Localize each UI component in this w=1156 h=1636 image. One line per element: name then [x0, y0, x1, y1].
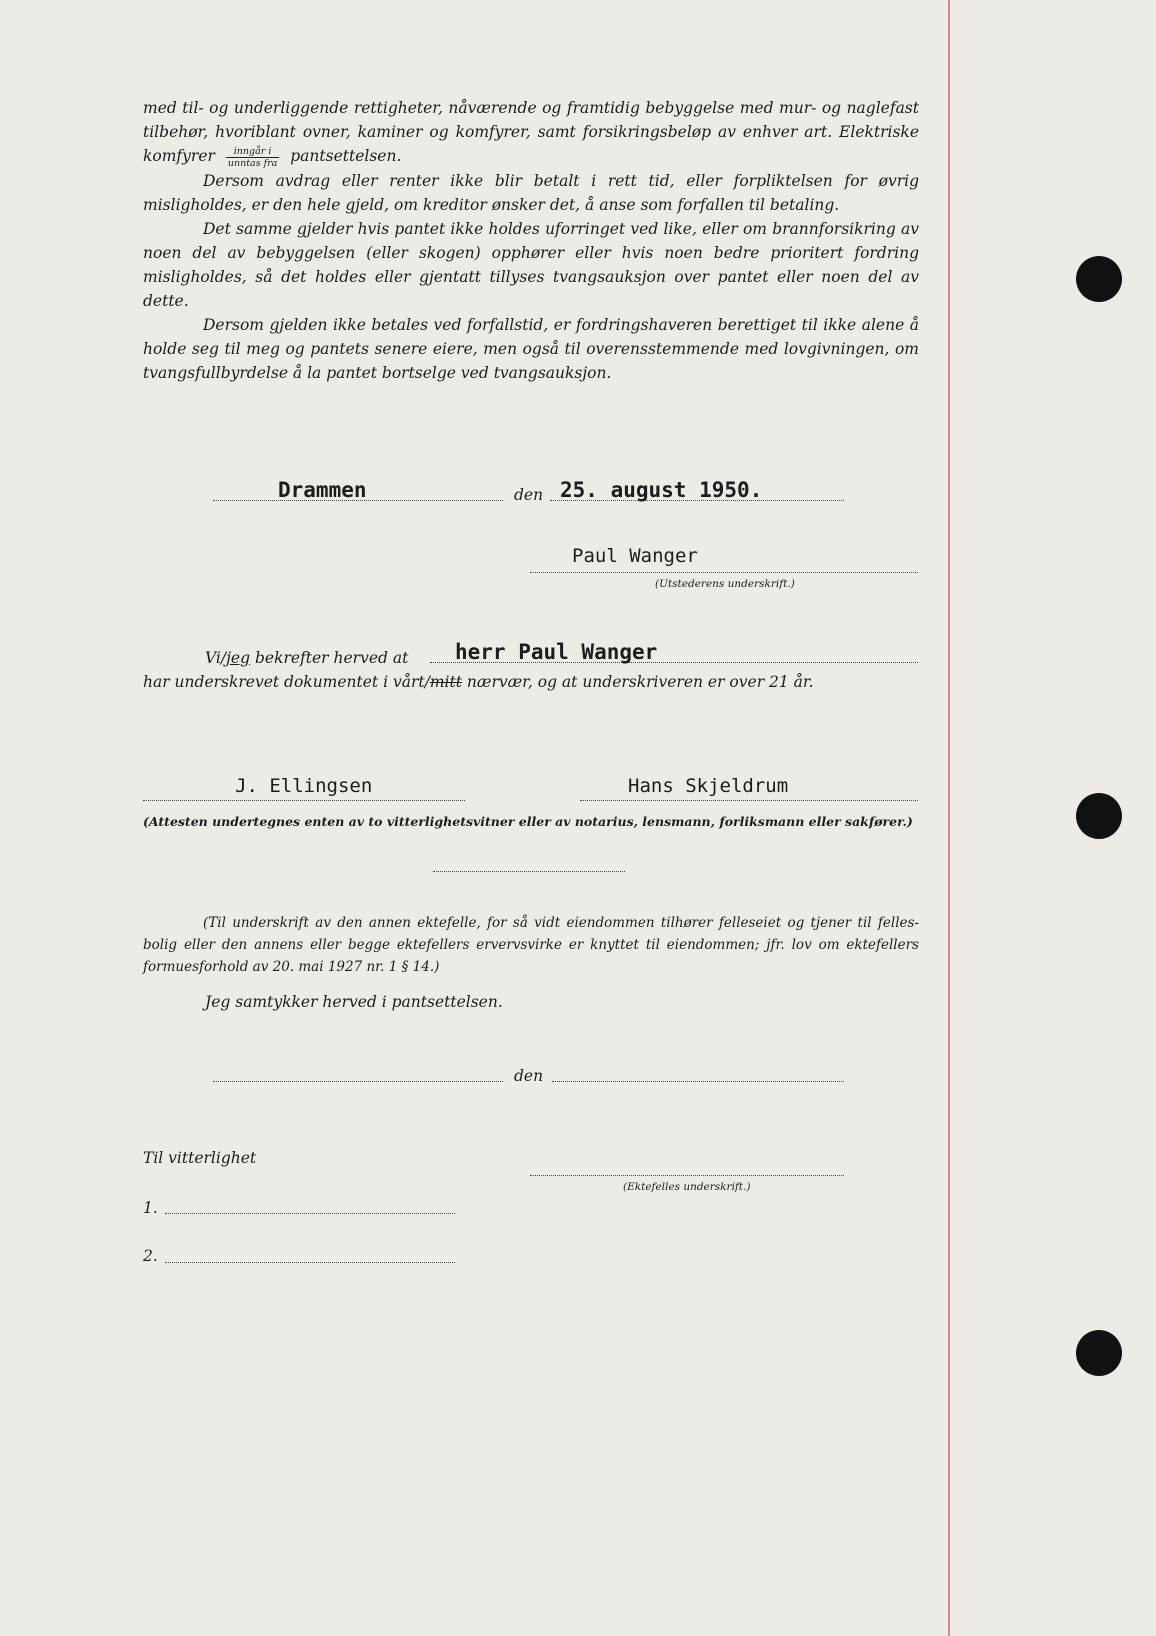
punch-hole [1076, 793, 1122, 839]
paragraph-1-end: pantsettelsen. [290, 147, 402, 165]
date: 25. august 1950. [560, 478, 763, 502]
witness-2-line [580, 800, 918, 801]
separator-line [433, 871, 625, 872]
jeg-word: jeg [226, 649, 251, 667]
issuer-signature: Paul Wanger [572, 545, 698, 567]
paragraph-2: Dersom avdrag eller renter ikke blir betalt i rett tid, eller forpliktelsen for øvrig misligholdes, er den hele gjeld, om kreditor ønsker det, å anse som forfallen til betaling. [143, 171, 919, 214]
attestation-line-2-start: har underskrevet dokumentet i vårt/ [143, 673, 430, 691]
spouse-date-line [552, 1081, 844, 1082]
paragraph-3: Det samme gjelder hvis pantet ikke holdes uforringet ved like, eller om brannforsikring av noen del av bebyggelsen (eller skogen) opphører eller hvis noen bedre prioritert fordring misligholdes, så det holdes eller gjentatt tillyses tvangsauksjon over pantet eller noen del av dette. [143, 219, 919, 310]
red-margin-line [948, 0, 950, 1636]
attestation-note: (Attesten undertegnes enten av to vitterlighetsvitner eller av notarius, lensmann, forliksmann eller sakfører.) [143, 814, 913, 829]
issuer-caption: (Utstederens underskrift.) [655, 578, 795, 590]
consent-text: Jeg samtykker herved i pantsettelsen. [205, 993, 503, 1011]
spouse-note [143, 912, 919, 978]
place: Drammen [278, 478, 367, 502]
body-text [143, 96, 919, 385]
witness-2-signature: Hans Skjeldrum [628, 775, 789, 797]
attested-person: herr Paul Wanger [455, 640, 658, 664]
fraction-numerator: inngår i [226, 146, 279, 158]
issuer-signature-line [530, 572, 918, 573]
struck-word: mitt [429, 673, 462, 691]
spouse-caption: (Ektefelles underskrift.) [623, 1181, 751, 1193]
witness-heading: Til vitterlighet [143, 1149, 257, 1167]
spouse-den-label: den [514, 1067, 544, 1085]
vi-word: Vi [205, 649, 221, 667]
paragraph-1-text: med til- og underliggende rettigheter, nåværende og framtidig bebyggelse med mur- og naglefast tilbehør, hvoriblant ovner, kaminer og komfyrer, samt forsikringsbeløp av enhver art. Elektriske komfyrer [143, 99, 919, 165]
fraction [226, 146, 279, 169]
witness-item-1: 1. [143, 1199, 158, 1217]
attestation-intro [205, 649, 408, 667]
confirm-text: bekrefter herved at [254, 649, 409, 667]
witness-1-signature: J. Ellingsen [235, 775, 373, 797]
witness-item-2: 2. [143, 1247, 158, 1265]
fraction-denominator: unntas fra [227, 157, 278, 169]
witness-1-line [143, 800, 465, 801]
paragraph-4: Dersom gjelden ikke betales ved forfallstid, er fordringshaveren berettiget til ikke alene å holde seg til meg og pantets senere eiere, men også til overensstemmende med lovgivningen, om tvangsfullbyrdelse å la pantet bortselge ved tvangsauksjon. [143, 315, 919, 382]
witness-item-2-line [165, 1262, 455, 1263]
slash: / [220, 649, 227, 667]
paragraph-1 [143, 96, 919, 169]
witness-item-1-line [165, 1213, 455, 1214]
attestation-line-2-end: nærvær, og at underskriveren er over 21 år. [466, 673, 814, 691]
den-label: den [514, 486, 544, 504]
attestation-line-2 [143, 673, 814, 691]
punch-hole [1076, 1330, 1122, 1376]
spouse-note-text: (Til underskrift av den annen ektefelle, for så vidt eiendommen tilhører felleseiet og tjener til felles-bolig eller den annens eller begge ektefellers ervervsvirke er knyttet til eiendommen; jfr. lov om ektefellers formuesforhold av 20. mai 1927 nr. 1 § 14.) [143, 915, 919, 975]
punch-hole [1076, 256, 1122, 302]
spouse-signature-line [530, 1175, 844, 1176]
spouse-place-line [213, 1081, 503, 1082]
